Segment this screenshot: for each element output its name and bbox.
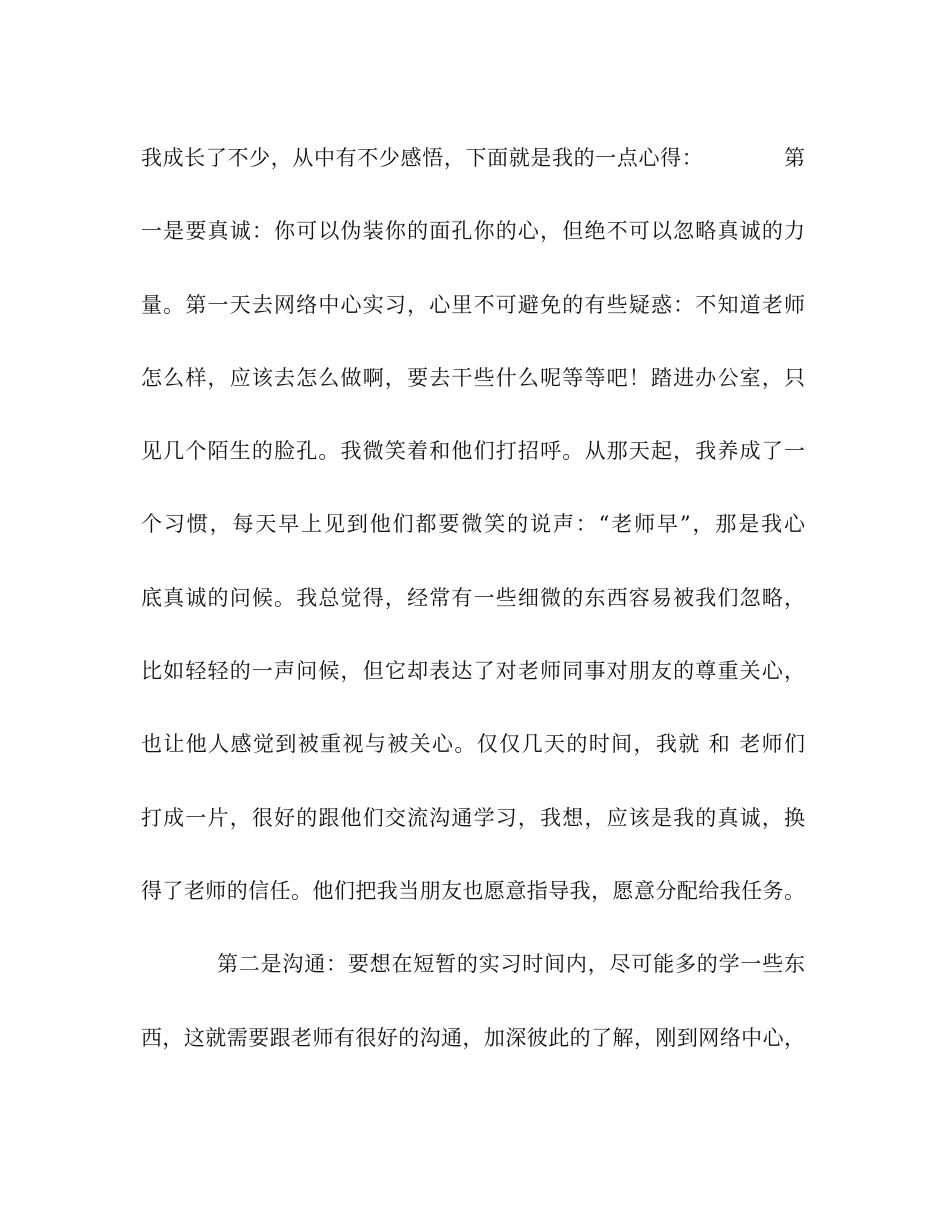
paragraph-line: 也让他人感觉到被重视与被关心。仅仅几天的时间，我就 和 老师们 <box>141 732 805 757</box>
paragraph-line: 一是要真诚：你可以伪装你的面孔你的心，但绝不可以忽略真诚的力 <box>141 219 805 244</box>
paragraph-line: 得了老师的信任。他们把我当朋友也愿意指导我，愿意分配给我任务。 <box>141 878 805 903</box>
paragraph-line: 第二是沟通：要想在短暂的实习时间内，尽可能多的学一些东 <box>217 952 805 977</box>
paragraph-line: 比如轻轻的一声问候，但它却表达了对老师同事对朋友的尊重关心， <box>141 659 805 684</box>
paragraph-line: 怎么样，应该去怎么做啊，要去干些什么呢等等吧！踏进办公室，只 <box>141 365 805 390</box>
paragraph-line: 量。第一天去网络中心实习，心里不可避免的有些疑惑：不知道老师 <box>141 292 805 317</box>
body-text <box>141 136 805 1089</box>
paragraph-line <box>141 136 805 209</box>
paragraph-line: 打成一片，很好的跟他们交流沟通学习，我想，应该是我的真诚，换 <box>141 805 805 830</box>
line-text: 我成长了不少，从中有不少感悟，下面就是我的一点心得： <box>141 146 704 170</box>
paragraph-line: 个习惯，每天早上见到他们都要微笑的说声：“老师早”，那是我心 <box>141 512 805 537</box>
paragraph-line: 西，这就需要跟老师有很好的沟通，加深彼此的了解，刚到网络中心， <box>141 1025 805 1050</box>
paragraph-line: 见几个陌生的脸孔。我微笑着和他们打招呼。从那天起，我养成了一 <box>141 439 805 464</box>
paragraph-line: 底真诚的问候。我总觉得，经常有一些细微的东西容易被我们忽略， <box>141 585 805 610</box>
line-text: 第 <box>783 146 805 170</box>
